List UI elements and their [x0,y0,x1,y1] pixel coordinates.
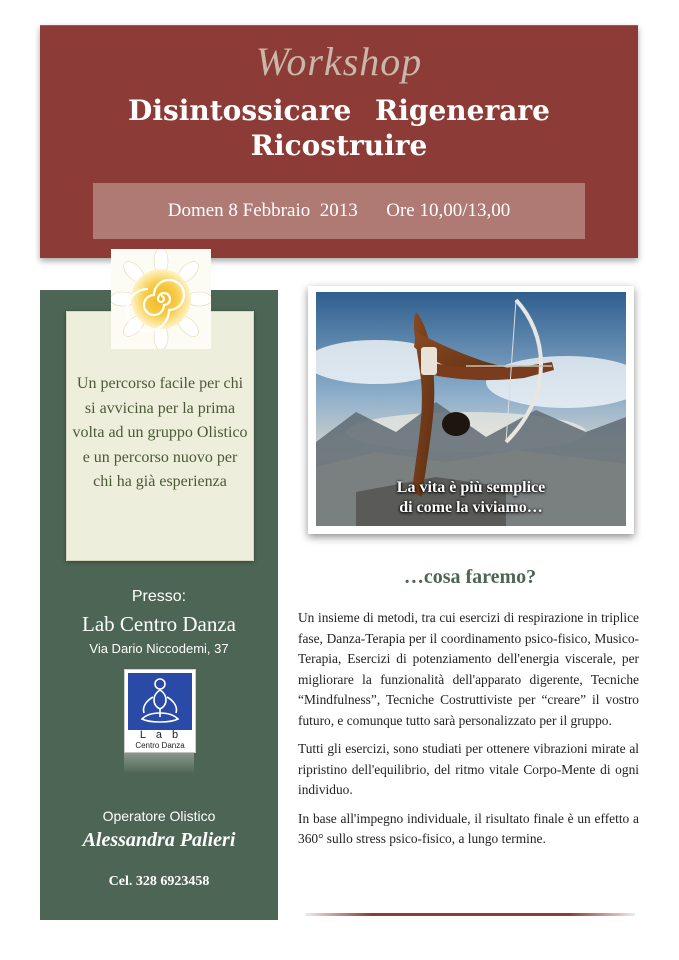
title-line-2: Ricostruire [250,129,428,162]
paragraph: Un insieme di metodi, tra cui esercizi di respirazione in triplice fase, Danza-Terapia per il coordinamento psico-fisico, Musico-Terapia, Esercizi di potenziamento dell'energia viscerale, per migliorare la funzionalità dell'apparato digerente, Tecniche “Mindfulness”, Tecniche Costruttiviste per “creare” il vostro futuro, e comunque tutto sarà personalizzato per il gruppo. [298,610,639,728]
section-title: …cosa faremo? [403,566,537,588]
intro-text: Un percorso facile per chi si avvicina per la prima volta ad un gruppo Olistico e un percorso nuovo per chi ha già esperienza [72,375,248,490]
event-time: Ore 10,00/13,00 [386,200,511,221]
phone-number: Cel. 328 6923458 [108,874,210,889]
paragraph: Tutti gli esercizi, sono studiati per ottenere vibrazioni mirate al ripristino dell'equilibrio, del ritmo vitale Corpo-Mente di ogni individuo. [298,741,639,797]
location-name: Lab Centro Danza [82,612,236,636]
logo-reflection [124,752,194,774]
logo-box [124,669,196,753]
meditation-figure-icon [128,673,192,730]
date-box [93,183,585,239]
location-address: Via Dario Niccodemi, 37 [89,641,229,656]
operator-name: Alessandra Palieri [82,829,236,851]
workshop-label: Workshop [255,39,423,84]
photo-frame [308,286,634,534]
title-line-1: Disintossicare Rigenerare [128,94,550,127]
photo-caption [316,478,626,518]
paragraph: In base all'impegno individuale, il risultato finale è un effetto a 360° sullo stress psico-fisico, a lungo termine. [298,810,639,846]
lab-logo [124,669,194,779]
logo-main-text: Lab [139,729,189,741]
operator-label: Operatore Olistico [102,808,216,824]
description-body [298,608,639,858]
logo-sub-text: Centro Danza [135,741,185,750]
photo-caption-line-1: La vita è più semplice [396,479,546,496]
bottom-divider [305,913,635,916]
spiral-daisy-icon [111,249,211,349]
event-date: Domen 8 Febbraio 2013 [167,200,358,221]
archer-yoga-photo [316,292,626,526]
header-banner [40,25,638,258]
date-time-gap [358,200,387,222]
location-label: Presso: [131,588,187,605]
photo-caption-line-2: di come la viviamo… [399,499,543,516]
